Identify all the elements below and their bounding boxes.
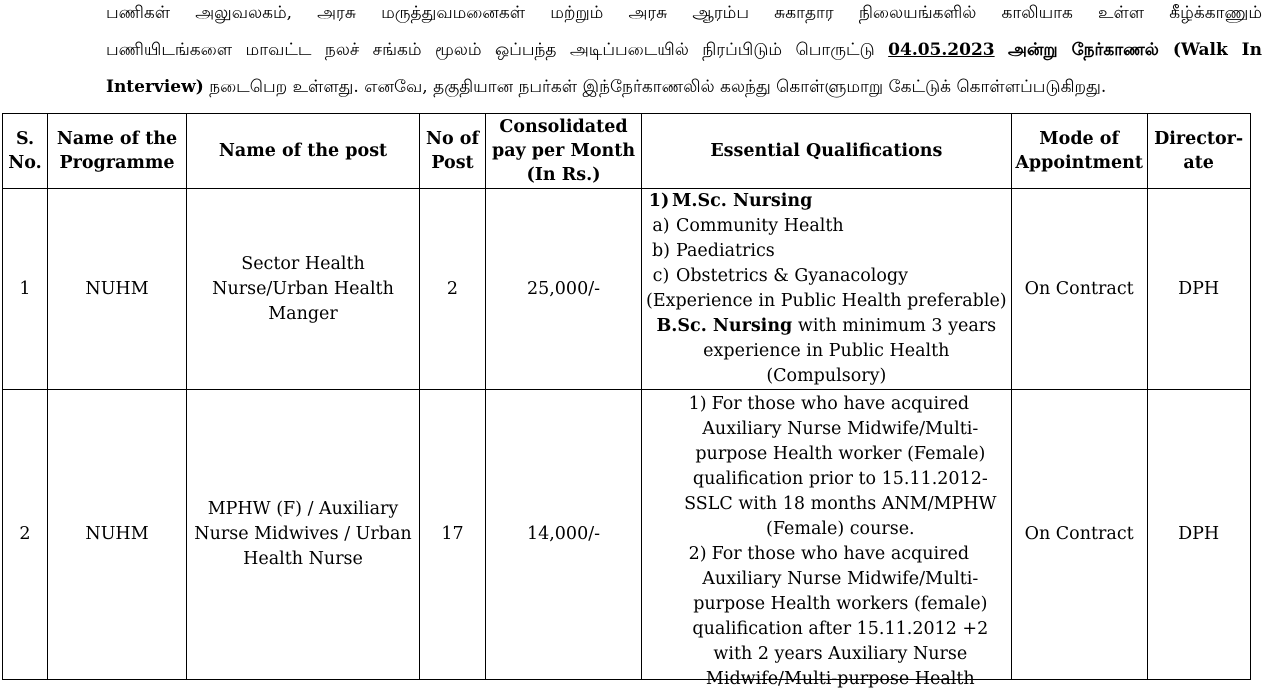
header-mode: Mode of Appointment [1011,114,1147,189]
cell-count: 17 [420,390,486,680]
intro-line-2 [106,37,1262,74]
cell-programme: NUHM [48,189,187,390]
cell-pay: 14,000/- [486,390,642,680]
cell-sno: 1 [3,189,48,390]
header-programme: Name of the Programme [48,114,187,189]
posts-table [2,113,1251,689]
header-pay: Consolidated pay per Month (In Rs.) [486,114,642,189]
header-directorate: Director-ate [1147,114,1250,189]
qual-degree-heading: 1) M.Sc. Nursing [648,191,813,211]
intro-line-1: பணிகள் அலுவலகம், அரசு மருத்துவமனைகள் மற்றும் அரசு ஆரம்ப சுகாதார நிலையங்களில் காலியாக உள்ள கீழ்க்காணும் [106,3,1262,23]
cell-post: Sector Health Nurse/Urban Health Manger [187,189,420,390]
intro-line-2-text: பணியிடங்களை மாவட்ட நலச் சங்கம் மூலம் ஒப்பந்த அடிப்படையில் நிரப்பிடும் பொருட்டு [106,40,875,60]
header-count: No of Post [420,114,486,189]
cell-directorate: DPH [1147,189,1250,390]
qual-item: c) Obstetrics & Gyanacology [652,266,908,286]
walk-in-label: அன்று நேர்காணல் (Walk In [1008,40,1262,60]
cell-pay: 25,000/- [486,189,642,390]
cell-post: MPHW (F) / Auxiliary Nurse Midwives / Urban Health Nurse [187,390,420,680]
interview-date: 04.05.2023 [888,40,995,60]
header-post: Name of the post [187,114,420,189]
intro-line-3-text: நடைபெற உள்ளது. எனவே, தகுதியான நபர்கள் இந்நேர்காணலில் கலந்து கொள்ளுமாறு கேட்டுக் கொள்ளப்படுகிறது. [209,77,1107,97]
cell-qualifications [642,390,1012,689]
header-qualifications: Essential Qualifications [642,114,1012,189]
cell-qualifications [642,189,1012,390]
intro-paragraph [106,0,1262,111]
qual-note: (Experience in Public Health preferable) [646,291,1007,311]
qual-item: a) Community Health [652,216,844,236]
qual-list [646,392,1007,689]
interview-label: Interview) [106,77,204,97]
qual-item: b) Paediatrics [651,241,775,261]
qual-item: 1) For those who have acquired Auxiliary Nurse Midwife/Multi-purpose Health worker (Female) qualification prior to 15.11.2012-SSLC with 18 months ANM/MPHW (Female) course. [684,394,997,539]
header-sno: S. No. [3,114,48,189]
cell-programme: NUHM [48,390,187,680]
header-row [3,114,1251,189]
intro-line-3 [106,74,1262,111]
qual-item: 2) For those who have acquired Auxiliary Nurse Midwife/Multi-purpose Health workers (female) qualification after 15.11.2012 +2 with 2 years Auxiliary Nurse Midwife/Multi-purpose Health [688,544,989,689]
cell-mode: On Contract [1011,189,1147,390]
table-row [3,390,1251,680]
cell-directorate: DPH [1147,390,1250,680]
qual-bsc: B.Sc. Nursing with minimum 3 years experience in Public Health (Compulsory) [656,316,997,386]
table-row [3,189,1251,390]
cell-count: 2 [420,189,486,390]
cell-mode: On Contract [1011,390,1147,680]
cell-sno: 2 [3,390,48,680]
